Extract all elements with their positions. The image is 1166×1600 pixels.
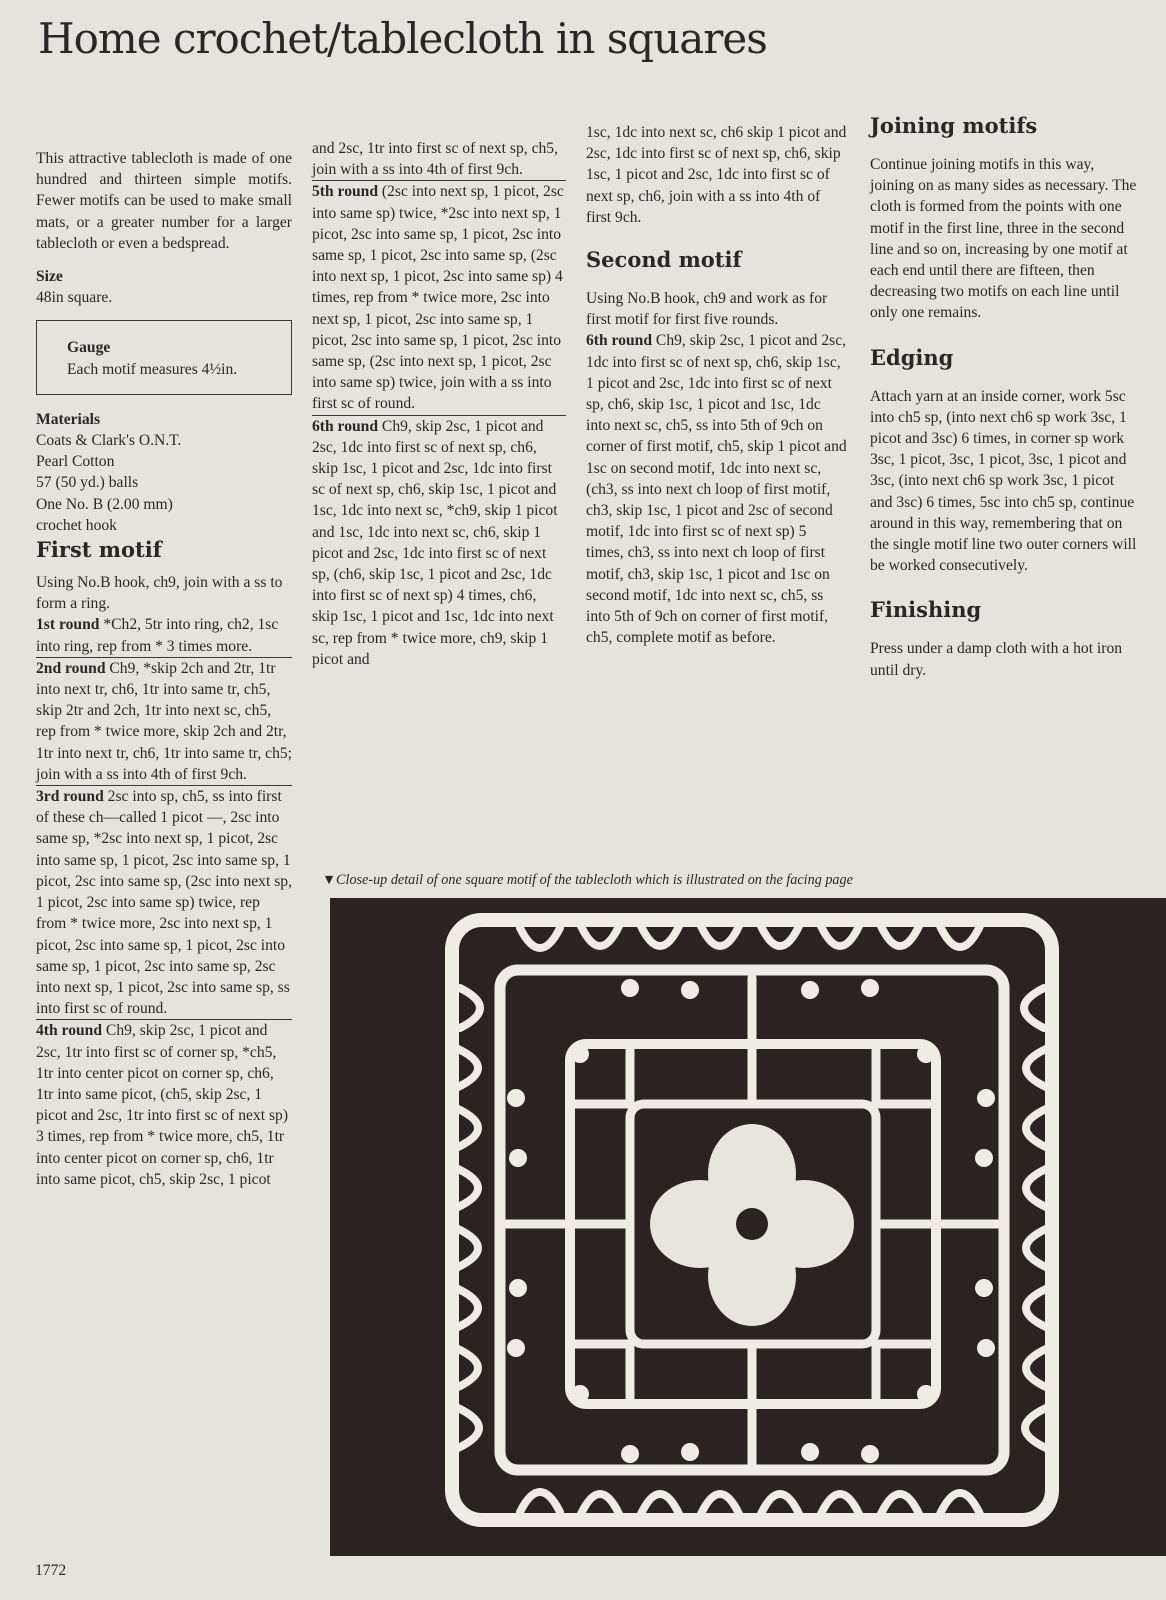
round-1 <box>36 614 292 656</box>
second-round-6-label: 6th round <box>586 332 653 350</box>
column-2 <box>312 138 566 670</box>
crochet-motif-photo <box>330 898 1166 1556</box>
materials-line: crochet hook <box>36 516 117 534</box>
materials-label: Materials <box>36 410 101 428</box>
intro-paragraph: This attractive tablecloth is made of one hundred and thirteen simple motifs. Fewer motifs can be used to make small mats, or a greater number for a larger tablecloth or even a bedspread. <box>36 150 292 252</box>
round-1-label: 1st round <box>36 616 100 634</box>
round-3-label: 3rd round <box>36 788 104 806</box>
finishing-text: Press under a damp cloth with a hot iron until dry. <box>870 640 1123 679</box>
gauge-value: Each motif measures 4½in. <box>67 360 238 378</box>
edging-text: Attach yarn at an inside corner, work 5sc into ch5 sp, (into next ch6 sp work 3sc, 1 picot and 3sc) 6 times, in corner sp work 3sc, 1 picot, 3sc, 1 picot, 3sc, 1 picot and 3sc, (into next ch6 sp work 3sc, 1 picot and 3sc) 6 times, 5sc into ch5 sp, continue around in this way, remembering that on the single motif line two outer corners will be worked consecutively. <box>870 387 1137 575</box>
page-title: Home crochet/tablecloth in squares <box>38 14 767 63</box>
column-3 <box>586 122 848 648</box>
round-1-text: *Ch2, 5tr into ring, ch2, 1sc into ring, rep from * 3 times more. <box>36 616 279 655</box>
gauge-box <box>36 320 292 394</box>
round-4-text: Ch9, skip 2sc, 1 picot and 2sc, 1tr into first sc of corner sp, *ch5, 1tr into center picot on corner sp, ch6, 1tr into same picot, (ch5, skip 2sc, 1 picot and 2sc, 1tr into first sc of next sp) 3 times, rep from * twice more, ch5, 1tr into center picot on corner sp, ch6, 1tr into same picot, ch5, skip 2sc, 1 picot <box>36 1022 289 1188</box>
round-5-text: (2sc into next sp, 1 picot, 2sc into same sp) twice, *2sc into next sp, 1 picot, 2sc into same sp, 1 picot, 2sc into same sp, 1 picot, 2sc into same sp, (2sc into next sp, 1 picot, 2sc into same sp) 4 times, rep from * twice more, 2sc into next sp, 1 picot, 2sc into same sp, 1 picot, 2sc into same sp, 1 picot, 2sc into same sp, (2sc into next sp, 1 picot, 2sc into same sp) twice, join with a ss into first sc of round. <box>312 183 564 413</box>
materials-line: One No. B (2.00 mm) <box>36 495 173 513</box>
materials-line: Coats & Clark's O.N.T. <box>36 432 182 450</box>
joining-heading: Joining motifs <box>870 113 1038 138</box>
joining-text: Continue joining motifs in this way, joining on as many sides as necessary. The cloth is formed from the points with one motif in the first line, three in the second line and so on, increasing by one motif at each end until there are fifteen, then decreasing two motifs on each line until only one remains. <box>870 156 1137 322</box>
column-1 <box>36 148 292 1190</box>
round-4 <box>36 1020 292 1190</box>
finishing-heading: Finishing <box>870 597 982 623</box>
materials-line: 57 (50 yd.) balls <box>36 474 139 492</box>
second-motif-heading: Second motif <box>586 247 742 273</box>
round-6-continued: 1sc, 1dc into next sc, ch6 skip 1 picot and 2sc, 1dc into first sc of next sp, ch6, skip 1sc, 1 picot and 2sc, 1dc into first sc of next sp, ch6, join with a ss into 4th of first 9ch. <box>586 124 847 226</box>
round-6-label: 6th round <box>312 417 379 435</box>
round-3 <box>36 786 292 1019</box>
gauge-label: Gauge <box>67 339 111 357</box>
size-value: 48in square. <box>36 289 113 307</box>
crochet-square-motif-image <box>330 898 1166 1556</box>
round-5-label: 5th round <box>312 183 379 201</box>
edging-heading: Edging <box>870 344 954 370</box>
first-motif-intro: Using No.B hook, ch9, join with a ss to form a ring. <box>36 574 283 613</box>
page-number: 1772 <box>35 1562 67 1579</box>
photo-caption: ▼Close-up detail of one square motif of the tablecloth which is illustrated on the facing page <box>322 872 853 888</box>
round-6 <box>312 416 566 670</box>
second-round-6 <box>586 330 848 648</box>
round-2 <box>36 658 292 785</box>
round-2-text: Ch9, *skip 2ch and 2tr, 1tr into next tr, ch6, 1tr into same tr, ch5, skip 2tr and 2ch, 1tr into next sc, ch5, rep from * twice more, skip 2ch and 2tr, 1tr into next tr, ch6, 1tr into same tr, ch5; join with a ss into 4th of first 9ch. <box>36 659 292 783</box>
first-motif-heading: First motif <box>36 537 162 563</box>
second-motif-intro: Using No.B hook, ch9 and work as for first motif for first five rounds. <box>586 290 828 329</box>
column-4 <box>870 112 1140 681</box>
second-round-6-text: Ch9, skip 2sc, 1 picot and 2sc, 1dc into first sc of next sp, ch6, skip 1sc, 1 picot and 2sc, 1dc into first sc of next sp, ch6, skip 1sc, 1 picot and 1sc, 1dc into next sc, ch5, ss into 5th of 9ch on corner of first motif, ch5, skip 1 picot and 1sc on second motif, 1dc into next sc, (ch3, ss into next ch loop of first motif, ch3, skip 1sc, 1 picot and 2sc of second motif, 1dc into first sc of next sp) 5 times, ch3, ss into next ch loop of first motif, ch3, skip 1sc, 1 picot and 1sc on second motif, 1dc into next sc, ch5, ss into 5th of 9ch on corner of first motif, ch5, complete motif as before. <box>586 332 847 647</box>
size-label: Size <box>36 268 63 286</box>
round-6-text: Ch9, skip 2sc, 1 picot and 2sc, 1dc into first sc of next sp, ch6, skip 1sc, 1 picot and 2sc, 1dc into first sc of next sp, ch6, skip 1sc, 1 picot and 1sc, 1dc into next sc, *ch9, skip 1 picot and 1sc, 1dc into next sc, ch6, skip 1 picot and 2sc, 1dc into first sc of next sp, (ch6, skip 1sc, 1 picot and 2sc, 1dc into first sc of next sp) 4 times, ch6, skip 1sc, 1 picot and 1sc, 1dc into next sc, rep from * twice more, ch9, skip 1 picot and <box>312 417 558 668</box>
round-3-text: 2sc into sp, ch5, ss into first of these ch—called 1 picot —, 2sc into same sp, *2sc into next sp, 1 picot, 2sc into same sp, 1 picot, 2sc into same sp, 1 picot, 2sc into same sp, (2sc into next sp, 1 picot, 2sc into same sp) twice, rep from * twice more, 2sc into next sp, 1 picot, 2sc into same sp, 1 picot, 2sc into same sp, 1 picot, 2sc into same sp, 2sc into next sp, 1 picot, 2sc into same sp, ss into first sc of round. <box>36 788 292 1018</box>
round-5 <box>312 181 566 414</box>
round-4-label: 4th round <box>36 1022 103 1040</box>
round-2-label: 2nd round <box>36 659 106 677</box>
materials-line: Pearl Cotton <box>36 453 115 471</box>
round-4-continued: and 2sc, 1tr into first sc of next sp, ch5, join with a ss into 4th of first 9ch. <box>312 140 558 179</box>
